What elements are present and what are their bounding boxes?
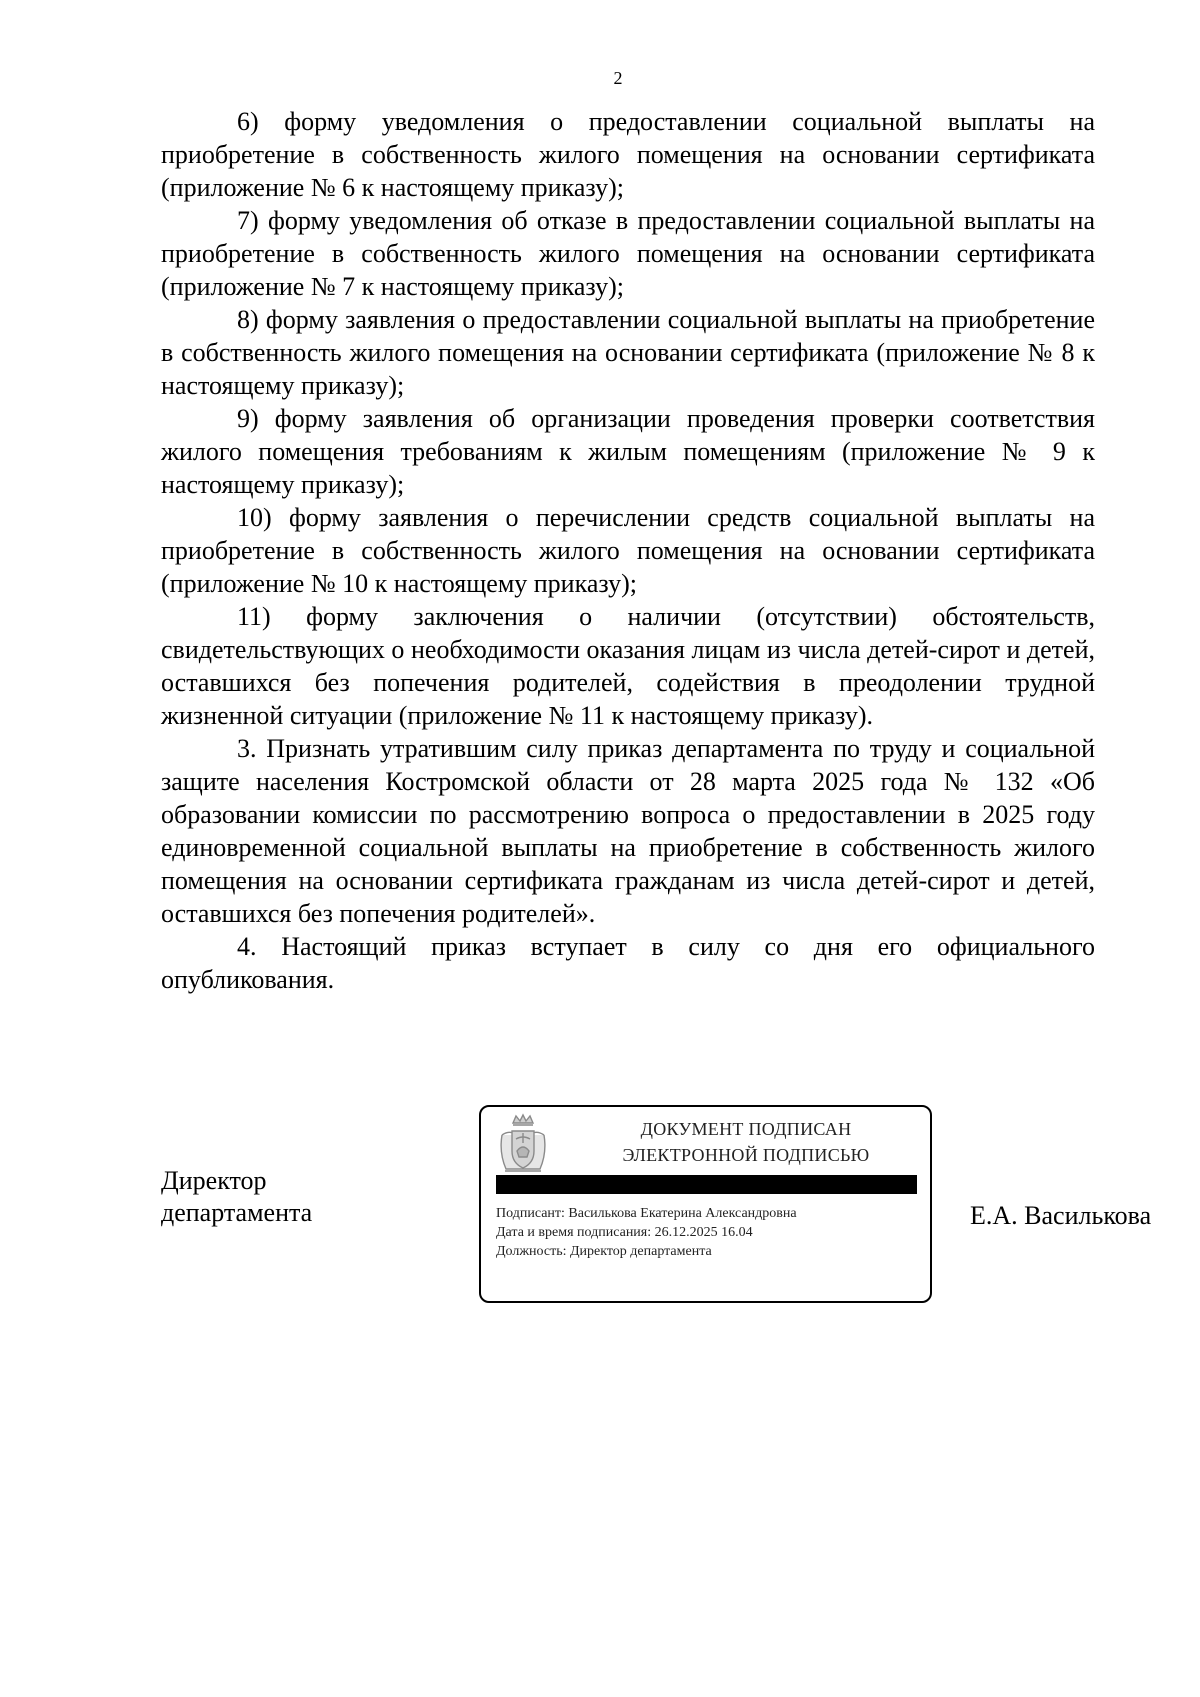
- paragraph-item-6: 6) форму уведомления о предоставлении социальной выплаты на приобретение в собственность жилого помещения на основании сертификата (приложение № 6 к настоящему приказу);: [161, 107, 1095, 202]
- stamp-title: [576, 1116, 916, 1168]
- stamp-datetime: Дата и время подписания: 26.12.2025 16.04: [496, 1225, 753, 1240]
- paragraph-item-8: 8) форму заявления о предоставлении социальной выплаты на приобретение в собственность жилого помещения на основании сертификата (приложение № 8 к настоящему приказу);: [161, 305, 1095, 400]
- paragraph-item-11: 11) форму заключения о наличии (отсутствии) обстоятельств, свидетельствующих о необходимости оказания лицам из числа детей-сирот и детей, оставшихся без попечения родителей, содействия в преодолении трудной жизненной ситуации (приложение № 11 к настоящему приказу).: [161, 602, 1095, 730]
- paragraph-item-7: 7) форму уведомления об отказе в предоставлении социальной выплаты на приобретение в собственность жилого помещения на основании сертификата (приложение № 7 к настоящему приказу);: [161, 206, 1095, 301]
- stamp-title-line1: ДОКУМЕНТ ПОДПИСАН: [640, 1119, 852, 1139]
- signatory-position-line1: Директор: [161, 1166, 267, 1195]
- paragraph-item-10: 10) форму заявления о перечислении средств социальной выплаты на приобретение в собственность жилого помещения на основании сертификата (приложение № 10 к настоящему приказу);: [161, 503, 1095, 598]
- signatory-position: [161, 1165, 312, 1229]
- paragraph-item-9: 9) форму заявления об организации проведения проверки соответствия жилого помещения требованиям к жилым помещениям (приложение № 9 к настоящему приказу);: [161, 404, 1095, 499]
- stamp-position: Должность: Директор департамента: [496, 1244, 712, 1259]
- coat-of-arms-icon: [496, 1113, 550, 1177]
- stamp-signer: Подписант: Василькова Екатерина Александровна: [496, 1206, 797, 1221]
- stamp-details: [496, 1204, 797, 1261]
- signatory-name: Е.А. Василькова: [970, 1201, 1152, 1230]
- electronic-signature-stamp: [479, 1105, 932, 1303]
- signatory-position-line2: департамента: [161, 1198, 313, 1227]
- page-number: 2: [613, 68, 623, 88]
- certificate-redaction-bar: [496, 1175, 917, 1194]
- document-body: [161, 105, 1095, 996]
- stamp-title-line2: ЭЛЕКТРОННОЙ ПОДПИСЬЮ: [622, 1145, 870, 1165]
- paragraph-clause-4: 4. Настоящий приказ вступает в силу со дня его официального опубликования.: [161, 932, 1095, 994]
- paragraph-clause-3: 3. Признать утратившим силу приказ департамента по труду и социальной защите населения Костромской области от 28 марта 2025 года № 132 «Об образовании комиссии по рассмотрению вопроса о предоставлении в 2025 году единовременной социальной выплаты на приобретение в собственность жилого помещения на основании сертификата гражданам из числа детей-сирот и детей, оставшихся без попечения родителей».: [161, 734, 1095, 928]
